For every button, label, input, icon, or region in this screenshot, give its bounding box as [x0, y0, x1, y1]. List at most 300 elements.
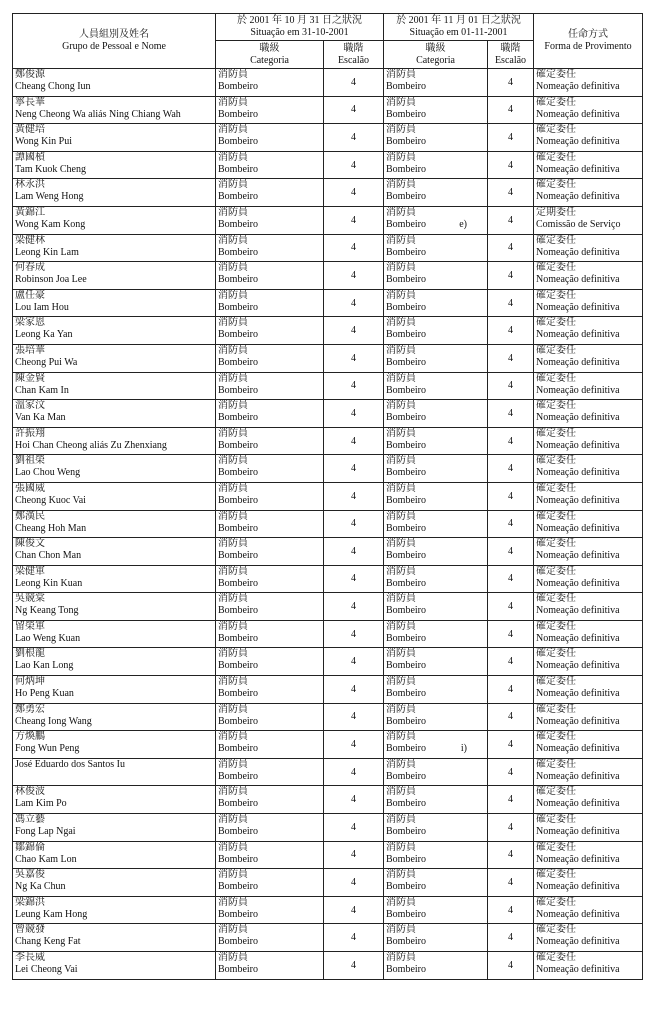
categoria-zh: 消防員 [386, 317, 416, 329]
categoria-after-cell [384, 565, 488, 593]
categoria-zh: 消防員 [386, 565, 416, 577]
forma-pt: Nomeação definitiva [536, 853, 620, 865]
escalao-before-cell: 4 [324, 96, 384, 124]
forma-pt: Nomeação definitiva [536, 136, 620, 148]
categoria-pt-line [386, 109, 485, 121]
categoria-pt: Bombeiro [386, 688, 426, 700]
categoria-zh: 消防員 [218, 400, 248, 412]
table-row [13, 952, 643, 980]
person-name-pt: Chao Kam Lon [15, 853, 77, 865]
person-name-cell [13, 593, 216, 621]
escalao-before-cell: 4 [324, 317, 384, 345]
categoria-after-cell [384, 952, 488, 980]
forma-cell [534, 841, 643, 869]
person-name-zh: 鄒錦倫 [15, 841, 45, 853]
forma-zh: 確定委任 [536, 344, 577, 356]
forma-cell [534, 455, 643, 483]
person-name-cell [13, 427, 216, 455]
escalao-after-cell: 4 [488, 179, 534, 207]
categoria-before-cell [216, 952, 324, 980]
categoria-zh: 消防員 [218, 317, 248, 329]
person-name-cell [13, 482, 216, 510]
person-name-cell [13, 952, 216, 980]
categoria-pt: Bombeiro [386, 163, 426, 175]
table-body [13, 69, 643, 980]
categoria-before-cell [216, 124, 324, 152]
forma-pt: Nomeação definitiva [536, 798, 620, 810]
escalao-after-cell: 4 [488, 896, 534, 924]
forma-cell [534, 896, 643, 924]
forma-cell [534, 924, 643, 952]
forma-cell [534, 151, 643, 179]
forma-pt: Nomeação definitiva [536, 329, 620, 341]
person-name-cell [13, 786, 216, 814]
categoria-pt: Bombeiro [218, 274, 258, 286]
forma-pt: Nomeação definitiva [536, 605, 620, 617]
categoria-pt: Bombeiro [386, 881, 426, 893]
forma-zh: 確定委任 [536, 620, 577, 632]
categoria-before-cell [216, 620, 324, 648]
escalao-before-cell: 4 [324, 648, 384, 676]
forma-pt: Nomeação definitiva [536, 964, 620, 975]
categoria-pt: Bombeiro [386, 826, 426, 838]
categoria-pt-line [386, 247, 485, 259]
table-row [13, 731, 643, 759]
forma-cell [534, 317, 643, 345]
person-name-cell [13, 96, 216, 124]
forma-cell [534, 565, 643, 593]
categoria-after-cell [384, 786, 488, 814]
escalao-before-cell: 4 [324, 427, 384, 455]
categoria-before-cell [216, 344, 324, 372]
categoria-pt-line [386, 936, 485, 948]
person-name-pt: Van Ka Man [15, 412, 66, 424]
forma-zh: 確定委任 [536, 124, 577, 136]
escalao-before-cell: 4 [324, 786, 384, 814]
categoria-after-cell [384, 703, 488, 731]
categoria-zh: 消防員 [386, 262, 416, 274]
person-name-zh: 鄭俊源 [15, 69, 45, 80]
categoria-after-cell [384, 400, 488, 428]
person-name-cell [13, 924, 216, 952]
forma-pt: Nomeação definitiva [536, 301, 620, 313]
table-row [13, 317, 643, 345]
escalao-after-cell: 4 [488, 565, 534, 593]
forma-pt: Nomeação definitiva [536, 577, 620, 589]
person-name-cell [13, 206, 216, 234]
categoria-pt: Bombeiro [218, 191, 258, 203]
categoria-pt: Bombeiro [386, 494, 426, 506]
categoria-zh: 消防員 [218, 96, 248, 108]
categoria-zh: 消防員 [386, 841, 416, 853]
escalao-after-cell: 4 [488, 206, 534, 234]
person-name-cell [13, 455, 216, 483]
escalao-after-cell: 4 [488, 400, 534, 428]
categoria-pt-line [386, 219, 485, 231]
categoria-after-cell [384, 648, 488, 676]
categoria-zh: 消防員 [218, 676, 248, 688]
person-name-zh: 劉根龍 [15, 648, 45, 660]
categoria-pt: Bombeiro [386, 936, 426, 948]
categoria-zh: 消防員 [386, 344, 416, 356]
escalao-before-cell: 4 [324, 758, 384, 786]
categoria-pt: Bombeiro [386, 467, 426, 479]
categoria-pt: Bombeiro [218, 660, 258, 672]
forma-zh: 確定委任 [536, 538, 577, 550]
categoria-zh: 消防員 [386, 924, 416, 936]
table-row [13, 179, 643, 207]
escalao-after-cell: 4 [488, 151, 534, 179]
table-row [13, 289, 643, 317]
categoria-before-cell [216, 96, 324, 124]
categoria-zh: 消防員 [218, 924, 248, 936]
table-row [13, 400, 643, 428]
personnel-table [12, 13, 643, 980]
categoria-pt: Bombeiro [386, 798, 426, 810]
categoria-zh: 消防員 [218, 344, 248, 356]
forma-zh: 定期委任 [536, 206, 577, 218]
forma-cell [534, 952, 643, 980]
table-row [13, 841, 643, 869]
table-row [13, 96, 643, 124]
categoria-before-cell [216, 731, 324, 759]
categoria-pt: Bombeiro [386, 605, 426, 617]
categoria-zh: 消防員 [218, 262, 248, 274]
categoria-zh: 消防員 [218, 124, 248, 136]
categoria-pt: Bombeiro [386, 356, 426, 368]
categoria-before-cell [216, 455, 324, 483]
categoria-pt: Bombeiro [218, 936, 258, 948]
categoria-pt-line [386, 798, 485, 810]
escalao-after-cell: 4 [488, 731, 534, 759]
person-name-zh: 吳競棠 [15, 593, 45, 605]
categoria-pt-line [386, 302, 485, 314]
categoria-pt-line [386, 605, 485, 617]
forma-pt: Nomeação definitiva [536, 908, 620, 920]
forma-pt: Nomeação definitiva [536, 191, 620, 203]
categoria-pt: Bombeiro [386, 660, 426, 672]
categoria-before-cell [216, 703, 324, 731]
escalao-after-cell: 4 [488, 786, 534, 814]
escalao-before-cell: 4 [324, 841, 384, 869]
categoria-zh: 消防員 [386, 896, 416, 908]
person-name-zh: 留榮軍 [15, 620, 45, 632]
person-name-zh: 李長威 [15, 952, 45, 963]
person-name-pt: Leong Ka Yan [15, 329, 73, 341]
categoria-pt: Bombeiro [218, 715, 258, 727]
categoria-pt-line [386, 688, 485, 700]
categoria-pt-line [386, 578, 485, 590]
forma-cell [534, 786, 643, 814]
categoria-pt-line [386, 771, 485, 783]
categoria-pt: Bombeiro [218, 163, 258, 175]
categoria-before-cell [216, 234, 324, 262]
header-categoria-after: 職級 Categoria [384, 41, 488, 69]
header-forma: 任命方式 Forma de Provimento [534, 14, 643, 69]
categoria-pt: Bombeiro [218, 577, 258, 589]
categoria-pt-line [386, 826, 485, 838]
forma-pt: Nomeação definitiva [536, 246, 620, 258]
person-name-pt: Leong Kin Lam [15, 246, 79, 258]
person-name-zh: 張國威 [15, 482, 45, 494]
person-name-pt: Lao Weng Kuan [15, 632, 81, 644]
person-name-cell [13, 344, 216, 372]
escalao-before-cell: 4 [324, 924, 384, 952]
table-row [13, 924, 643, 952]
forma-pt: Nomeação definitiva [536, 826, 620, 838]
table-row [13, 344, 643, 372]
person-name-cell [13, 510, 216, 538]
escalao-after-cell: 4 [488, 869, 534, 897]
escalao-before-cell: 4 [324, 952, 384, 980]
categoria-before-cell [216, 565, 324, 593]
escalao-before-cell: 4 [324, 538, 384, 566]
escalao-after-cell: 4 [488, 96, 534, 124]
person-name-zh: 林俊波 [15, 786, 45, 798]
escalao-before-cell: 4 [324, 289, 384, 317]
categoria-zh: 消防員 [386, 400, 416, 412]
categoria-before-cell [216, 482, 324, 510]
categoria-after-cell [384, 593, 488, 621]
person-name-cell [13, 648, 216, 676]
categoria-zh: 消防員 [218, 703, 248, 715]
forma-cell [534, 179, 643, 207]
categoria-pt-line [386, 964, 485, 976]
forma-cell [534, 482, 643, 510]
person-name-zh: 黃健培 [15, 124, 45, 136]
forma-pt: Nomeação definitiva [536, 412, 620, 424]
person-name-zh: 譚國楨 [15, 151, 45, 163]
forma-zh: 確定委任 [536, 482, 577, 494]
forma-zh: 確定委任 [536, 676, 577, 688]
forma-cell [534, 372, 643, 400]
table-row [13, 124, 643, 152]
categoria-zh: 消防員 [386, 703, 416, 715]
categoria-pt: Bombeiro [218, 908, 258, 920]
categoria-after-cell [384, 427, 488, 455]
categoria-pt: Bombeiro [218, 688, 258, 700]
escalao-after-cell: 4 [488, 427, 534, 455]
categoria-zh: 消防員 [386, 427, 416, 439]
person-name-cell [13, 262, 216, 290]
person-name-cell [13, 758, 216, 786]
categoria-pt: Bombeiro [218, 853, 258, 865]
person-name-cell [13, 620, 216, 648]
escalao-after-cell: 4 [488, 124, 534, 152]
escalao-after-cell: 4 [488, 317, 534, 345]
forma-zh: 確定委任 [536, 400, 577, 412]
categoria-after-cell [384, 289, 488, 317]
table-row [13, 262, 643, 290]
escalao-before-cell: 4 [324, 151, 384, 179]
person-name-zh: 黃錦江 [15, 206, 45, 218]
categoria-pt: Bombeiro [386, 81, 426, 92]
categoria-zh: 消防員 [218, 538, 248, 550]
person-name-pt: Lam Weng Hong [15, 191, 84, 203]
categoria-before-cell [216, 896, 324, 924]
table-row [13, 648, 643, 676]
forma-zh: 確定委任 [536, 648, 577, 660]
forma-cell [534, 758, 643, 786]
escalao-after-cell: 4 [488, 676, 534, 704]
categoria-zh: 消防員 [386, 952, 416, 963]
forma-pt: Nomeação definitiva [536, 274, 620, 286]
categoria-after-cell [384, 151, 488, 179]
escalao-before-cell: 4 [324, 703, 384, 731]
escalao-before-cell: 4 [324, 593, 384, 621]
categoria-pt-line [386, 274, 485, 286]
categoria-pt: Bombeiro [218, 632, 258, 644]
table-row [13, 786, 643, 814]
forma-zh: 確定委任 [536, 593, 577, 605]
categoria-zh: 消防員 [218, 896, 248, 908]
person-name-cell [13, 676, 216, 704]
categoria-pt: Bombeiro [218, 218, 258, 230]
table-row [13, 234, 643, 262]
escalao-before-cell: 4 [324, 179, 384, 207]
person-name-pt: Cheang Hoh Man [15, 522, 87, 534]
categoria-zh: 消防員 [386, 289, 416, 301]
forma-zh: 確定委任 [536, 565, 577, 577]
person-name-cell [13, 400, 216, 428]
table-row [13, 482, 643, 510]
forma-zh: 確定委任 [536, 924, 577, 936]
categoria-after-cell [384, 896, 488, 924]
forma-zh: 確定委任 [536, 786, 577, 798]
forma-zh: 確定委任 [536, 69, 577, 80]
table-row [13, 372, 643, 400]
escalao-before-cell: 4 [324, 896, 384, 924]
categoria-before-cell [216, 758, 324, 786]
person-name-pt: Robinson Joa Lee [15, 274, 87, 286]
categoria-zh: 消防員 [218, 841, 248, 853]
escalao-after-cell: 4 [488, 344, 534, 372]
categoria-before-cell [216, 206, 324, 234]
forma-pt: Nomeação definitiva [536, 715, 620, 727]
categoria-zh: 消防員 [386, 69, 416, 80]
categoria-after-cell [384, 124, 488, 152]
person-name-cell [13, 565, 216, 593]
table-row [13, 206, 643, 234]
person-name-cell [13, 896, 216, 924]
header-name: 人員組別及姓名 Grupo de Pessoal e Nome [13, 14, 216, 69]
categoria-pt: Bombeiro [386, 908, 426, 920]
categoria-after-cell [384, 676, 488, 704]
categoria-zh: 消防員 [218, 814, 248, 826]
forma-cell [534, 96, 643, 124]
table-row [13, 455, 643, 483]
forma-pt: Nomeação definitiva [536, 467, 620, 479]
person-name-zh: 何春成 [15, 262, 45, 274]
forma-pt: Nomeação definitiva [536, 688, 620, 700]
categoria-zh: 消防員 [386, 786, 416, 798]
person-name-zh: 溫家汶 [15, 400, 45, 412]
categoria-before-cell [216, 510, 324, 538]
categoria-before-cell [216, 69, 324, 97]
categoria-pt: Bombeiro [386, 384, 426, 396]
categoria-zh: 消防員 [218, 427, 248, 439]
categoria-pt: Bombeiro [218, 522, 258, 534]
person-name-pt: Ng Ka Chun [15, 881, 66, 893]
escalao-after-cell: 4 [488, 510, 534, 538]
person-name-pt: Lao Kan Long [15, 660, 74, 672]
categoria-pt-line [386, 191, 485, 203]
categoria-zh: 消防員 [386, 620, 416, 632]
forma-pt: Nomeação definitiva [536, 494, 620, 506]
forma-zh: 確定委任 [536, 758, 577, 770]
categoria-zh: 消防員 [386, 593, 416, 605]
categoria-pt: Bombeiro [218, 81, 258, 92]
categoria-pt: Bombeiro [386, 274, 426, 286]
categoria-after-cell [384, 179, 488, 207]
categoria-pt: Bombeiro [218, 412, 258, 424]
categoria-zh: 消防員 [218, 731, 248, 743]
categoria-zh: 消防員 [218, 179, 248, 191]
person-name-zh: 寧長華 [15, 96, 45, 108]
forma-zh: 確定委任 [536, 179, 577, 191]
categoria-zh: 消防員 [218, 151, 248, 163]
categoria-after-cell [384, 262, 488, 290]
person-name-pt: Leong Kin Kuan [15, 577, 83, 589]
forma-zh: 確定委任 [536, 869, 577, 881]
escalao-before-cell: 4 [324, 124, 384, 152]
categoria-pt-line [386, 467, 485, 479]
person-name-zh: 陳金賢 [15, 372, 45, 384]
categoria-before-cell [216, 841, 324, 869]
categoria-pt-line [386, 81, 485, 93]
forma-zh: 確定委任 [536, 841, 577, 853]
forma-zh: 確定委任 [536, 317, 577, 329]
table-row [13, 758, 643, 786]
forma-pt: Nomeação definitiva [536, 108, 620, 120]
forma-zh: 確定委任 [536, 455, 577, 467]
forma-cell [534, 731, 643, 759]
forma-zh: 確定委任 [536, 289, 577, 301]
escalao-before-cell: 4 [324, 869, 384, 897]
categoria-after-cell [384, 455, 488, 483]
escalao-before-cell: 4 [324, 731, 384, 759]
categoria-zh: 消防員 [386, 206, 416, 218]
categoria-pt: Bombeiro [386, 301, 426, 313]
person-name-zh: 吳嘉俊 [15, 869, 45, 881]
categoria-after-cell [384, 234, 488, 262]
categoria-pt-line [386, 881, 485, 893]
categoria-before-cell [216, 427, 324, 455]
forma-pt: Nomeação definitiva [536, 81, 620, 92]
categoria-pt: Bombeiro [218, 964, 258, 975]
forma-cell [534, 262, 643, 290]
person-name-cell [13, 869, 216, 897]
categoria-zh: 消防員 [386, 814, 416, 826]
categoria-zh: 消防員 [386, 758, 416, 770]
person-name-cell [13, 289, 216, 317]
person-name-cell [13, 372, 216, 400]
person-name-pt: Fong Wun Peng [15, 743, 80, 755]
header-after: 於 2001 年 11 月 01 日之狀況 Situação em 01-11-2001 [384, 14, 534, 41]
person-name-pt: Tam Kuok Cheng [15, 163, 86, 175]
categoria-after-cell [384, 814, 488, 842]
person-name-cell [13, 814, 216, 842]
categoria-pt: Bombeiro [386, 329, 426, 341]
person-name-pt: Wong Kin Pui [15, 136, 72, 148]
escalao-before-cell: 4 [324, 455, 384, 483]
categoria-zh: 消防員 [386, 731, 416, 743]
forma-pt: Nomeação definitiva [536, 163, 620, 175]
categoria-pt-line [386, 412, 485, 424]
categoria-zh: 消防員 [386, 538, 416, 550]
forma-zh: 確定委任 [536, 427, 577, 439]
person-name-zh: 張培華 [15, 344, 45, 356]
